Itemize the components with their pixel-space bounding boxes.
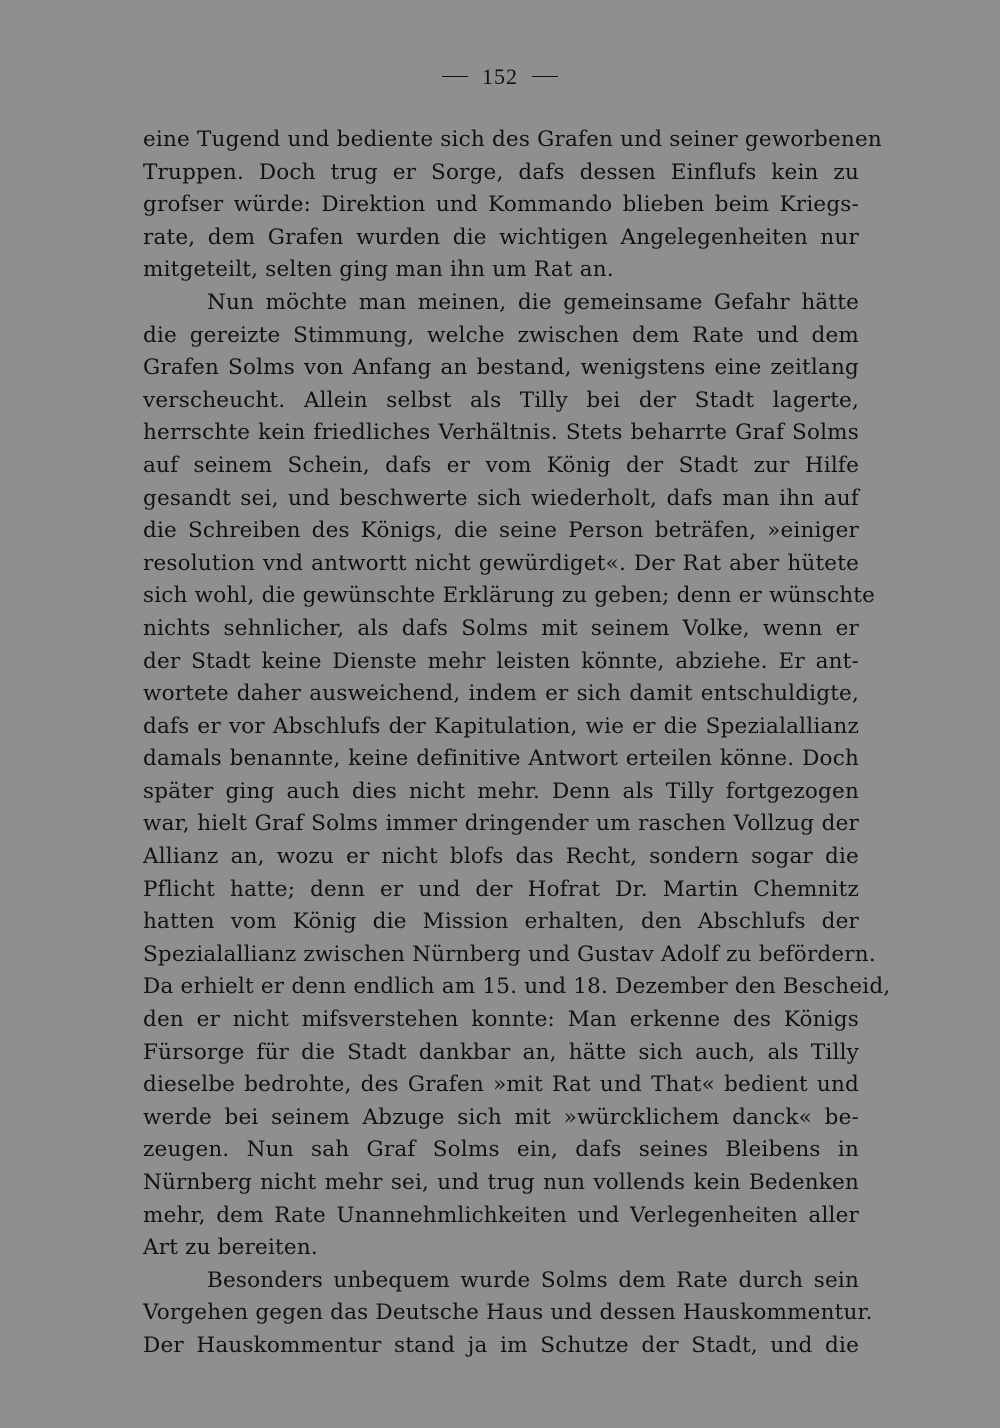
text-line: dieselbe bedrohte, des Grafen »mit Rat und That« bedient und — [143, 1072, 859, 1098]
text-line: Vorgehen gegen das Deutsche Haus und dessen Hauskommentur. — [143, 1300, 873, 1326]
text-line: Besonders unbequem wurde Solms dem Rate durch sein — [207, 1267, 859, 1293]
text-line: die Schreiben des Königs, die seine Person beträfen, »einiger — [143, 518, 859, 544]
text-line: auf seinem Schein, dafs er vom König der Stadt zur Hilfe — [143, 452, 859, 478]
text-line: resolution vnd antwortt nicht gewürdiget«. Der Rat aber hütete — [143, 550, 859, 576]
text-line: den er nicht mifsverstehen konnte: Man erkenne des Königs — [143, 1007, 859, 1033]
left-dash — [442, 76, 468, 77]
text-line: hatten vom König die Mission erhalten, den Abschlufs der — [143, 909, 859, 935]
text-line: Art zu bereiten. — [143, 1235, 318, 1261]
text-line: zeugen. Nun sah Graf Solms ein, dafs seines Bleibens in — [143, 1137, 859, 1163]
text-line: grofser würde: Direktion und Kommando blieben beim Kriegs- — [143, 192, 859, 218]
right-dash — [532, 76, 558, 77]
text-line: der Stadt keine Dienste mehr leisten könnte, abziehe. Er ant- — [143, 648, 859, 674]
text-line: später ging auch dies nicht mehr. Denn als Tilly fortgezogen — [143, 778, 859, 804]
page-number: 152 — [482, 64, 518, 89]
text-line: Spezialallianz zwischen Nürnberg und Gustav Adolf zu befördern. — [143, 941, 876, 967]
page-header — [0, 64, 1000, 90]
text-line: werde bei seinem Abzuge sich mit »würcklichem danck« be- — [143, 1104, 859, 1130]
text-line: damals benannte, keine definitive Antwort erteilen könne. Doch — [143, 746, 859, 772]
text-line: die gereizte Stimmung, welche zwischen dem Rate und dem — [143, 322, 859, 348]
text-line: Nun möchte man meinen, die gemeinsame Gefahr hätte — [207, 289, 859, 315]
text-line: eine Tugend und bediente sich des Grafen und seiner geworbenen — [143, 127, 882, 152]
text-line: Pflicht hatte; denn er und der Hofrat Dr. Martin Chemnitz — [143, 876, 859, 902]
text-line: Truppen. Doch trug er Sorge, dafs dessen Einflufs kein zu — [143, 159, 859, 185]
text-line: nichts sehnlicher, als dafs Solms mit seinem Volke, wenn er — [143, 615, 859, 641]
text-line: verscheucht. Allein selbst als Tilly bei der Stadt lagerte, — [143, 387, 859, 413]
text-line: Grafen Solms von Anfang an bestand, wenigstens eine zeitlang — [143, 355, 859, 381]
text-line: herrschte kein friedliches Verhältnis. Stets beharrte Graf Solms — [143, 420, 859, 446]
text-line: war, hielt Graf Solms immer dringender um raschen Vollzug der — [143, 811, 859, 837]
text-line: sich wohl, die gewünschte Erklärung zu geben; denn er wünschte — [143, 583, 876, 609]
text-line: gesandt sei, und beschwerte sich wiederholt, dafs man ihn auf — [143, 485, 859, 511]
text-line: wortete daher ausweichend, indem er sich damit entschuldigte, — [143, 681, 859, 707]
text-line: dafs er vor Abschlufs der Kapitulation, wie er die Spezialallianz — [143, 713, 859, 739]
text-line: mehr, dem Rate Unannehmlichkeiten und Verlegenheiten aller — [143, 1202, 859, 1228]
text-line: Da erhielt er denn endlich am 15. und 18. Dezember den Bescheid, — [143, 974, 891, 1000]
text-line: Der Hauskommentur stand ja im Schutze der Stadt, und die — [143, 1332, 859, 1358]
text-line: Allianz an, wozu er nicht blofs das Recht, sondern sogar die — [143, 844, 859, 870]
text-line: mitgeteilt, selten ging man ihn um Rat an. — [143, 257, 614, 283]
text-line: rate, dem Grafen wurden die wichtigen Angelegenheiten nur — [143, 224, 859, 250]
body-text — [143, 124, 891, 1363]
text-line: Nürnberg nicht mehr sei, und trug nun vollends kein Bedenken — [143, 1170, 859, 1195]
text-line: Fürsorge für die Stadt dankbar an, hätte sich auch, als Tilly — [143, 1039, 859, 1065]
